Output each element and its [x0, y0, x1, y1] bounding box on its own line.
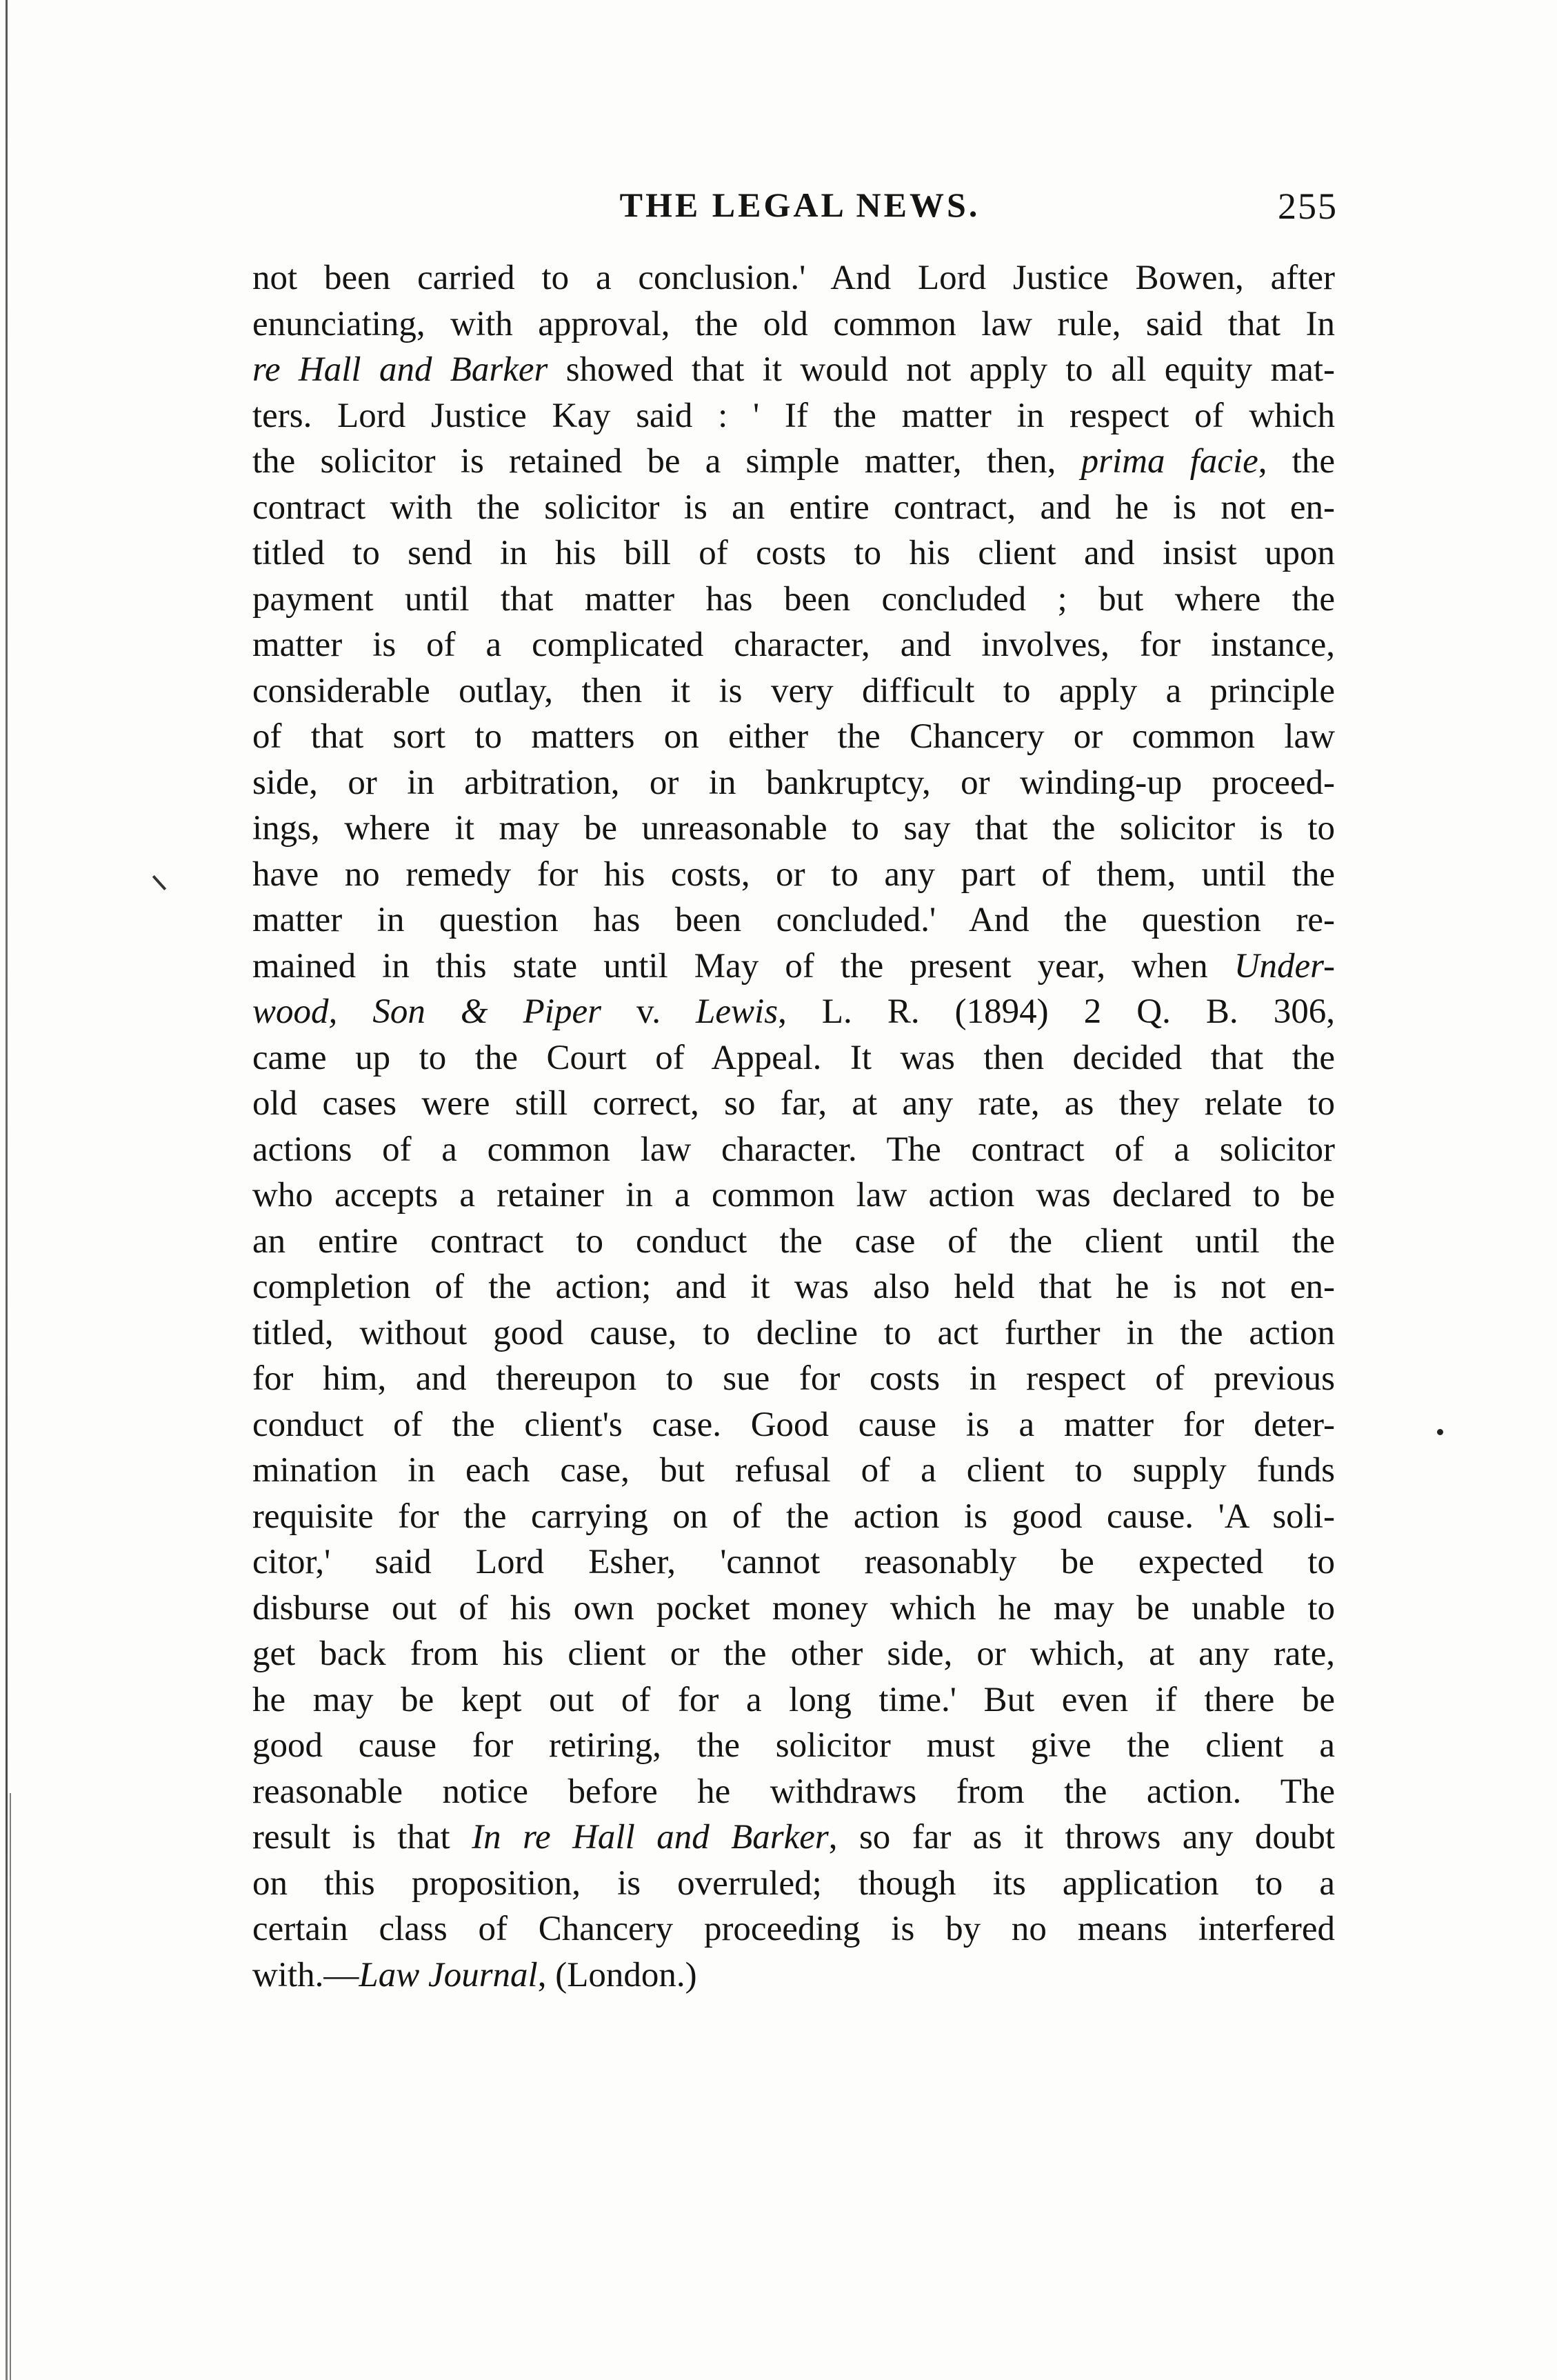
text-line: considerable outlay, then it is very difficult to apply a principle	[252, 671, 1335, 710]
text-line: not been carried to a conclusion.' And Lord Justice Bowen, after	[252, 259, 1335, 297]
text-line: he may be kept out of for a long time.' But even if there be	[252, 1680, 1335, 1719]
text-line: requisite for the carrying on of the action is good cause. 'A soli-	[252, 1497, 1335, 1536]
text-line: of that sort to matters on either the Chancery or common law	[252, 717, 1335, 756]
text-line: contract with the solicitor is an entire contract, and he is not en-	[252, 488, 1335, 527]
text-line: good cause for retiring, the solicitor must give the client a	[252, 1726, 1335, 1765]
text-line: titled, without good cause, to decline to act further in the action	[252, 1313, 1335, 1352]
text-line: completion of the action; and it was also held that he is not en-	[252, 1268, 1335, 1306]
text-line: for him, and thereupon to sue for costs in respect of previous	[252, 1359, 1335, 1398]
text-line: on this proposition, is overruled; though its application to a	[252, 1863, 1335, 1903]
text-line: old cases were still correct, so far, at any rate, as they relate to	[252, 1084, 1335, 1123]
text-line: who accepts a retainer in a common law action was declared to be	[252, 1176, 1335, 1214]
scan-dot	[1437, 1429, 1443, 1435]
body-text	[252, 255, 1335, 1998]
text-line: result is that In re Hall and Barker, so far as it throws any doubt	[252, 1818, 1335, 1857]
text-line: enunciating, with approval, the old common law rule, said that In	[252, 304, 1335, 343]
text-line: titled to send in his bill of costs to his client and insist upon	[252, 534, 1335, 572]
text-line: ings, where it may be unreasonable to say that the solicitor is to	[252, 809, 1335, 848]
binding-edge-lower	[10, 1793, 11, 2380]
text-line: wood, Son & Piper v. Lewis, L. R. (1894) 2 Q. B. 306,	[252, 992, 1335, 1031]
page-number: 255	[1278, 186, 1338, 227]
text-line: mained in this state until May of the present year, when Under-	[252, 946, 1335, 986]
text-line: disburse out of his own pocket money which he may be unable to	[252, 1588, 1335, 1628]
text-line: re Hall and Barker showed that it would not apply to all equity mat-	[252, 350, 1335, 389]
text-line: with.—Law Journal, (London.)	[252, 1955, 697, 1994]
text-line: actions of a common law character. The contract of a solicitor	[252, 1130, 1335, 1169]
text-line: certain class of Chancery proceeding is by no means interfered	[252, 1910, 1335, 1948]
text-line: have no remedy for his costs, or to any part of them, until the	[252, 854, 1335, 894]
text-line: side, or in arbitration, or in bankruptcy, or winding-up proceed-	[252, 763, 1335, 802]
text-line: the solicitor is retained be a simple matter, then, prima facie, the	[252, 442, 1335, 481]
running-head: THE LEGAL NEWS.	[619, 186, 981, 224]
text-line: ters. Lord Justice Kay said : ' If the matter in respect of which	[252, 396, 1335, 435]
text-line: payment until that matter has been concluded ; but where the	[252, 579, 1335, 619]
text-line: mination in each case, but refusal of a client to supply funds	[252, 1451, 1335, 1490]
text-line: matter is of a complicated character, and involves, for instance,	[252, 626, 1335, 664]
scan-mark	[152, 875, 166, 890]
text-line: conduct of the client's case. Good cause is a matter for deter-	[252, 1405, 1335, 1444]
page-header	[262, 185, 1338, 240]
text-line: reasonable notice before he withdraws from the action. The	[252, 1772, 1335, 1811]
text-line: get back from his client or the other side, or which, at any rate,	[252, 1634, 1335, 1673]
text-line: came up to the Court of Appeal. It was then decided that the	[252, 1038, 1335, 1077]
text-line: citor,' said Lord Esher, 'cannot reasonably be expected to	[252, 1543, 1335, 1581]
binding-edge	[6, 0, 8, 2380]
text-line: an entire contract to conduct the case of the client until the	[252, 1221, 1335, 1261]
text-line: matter in question has been concluded.' And the question re-	[252, 901, 1335, 939]
